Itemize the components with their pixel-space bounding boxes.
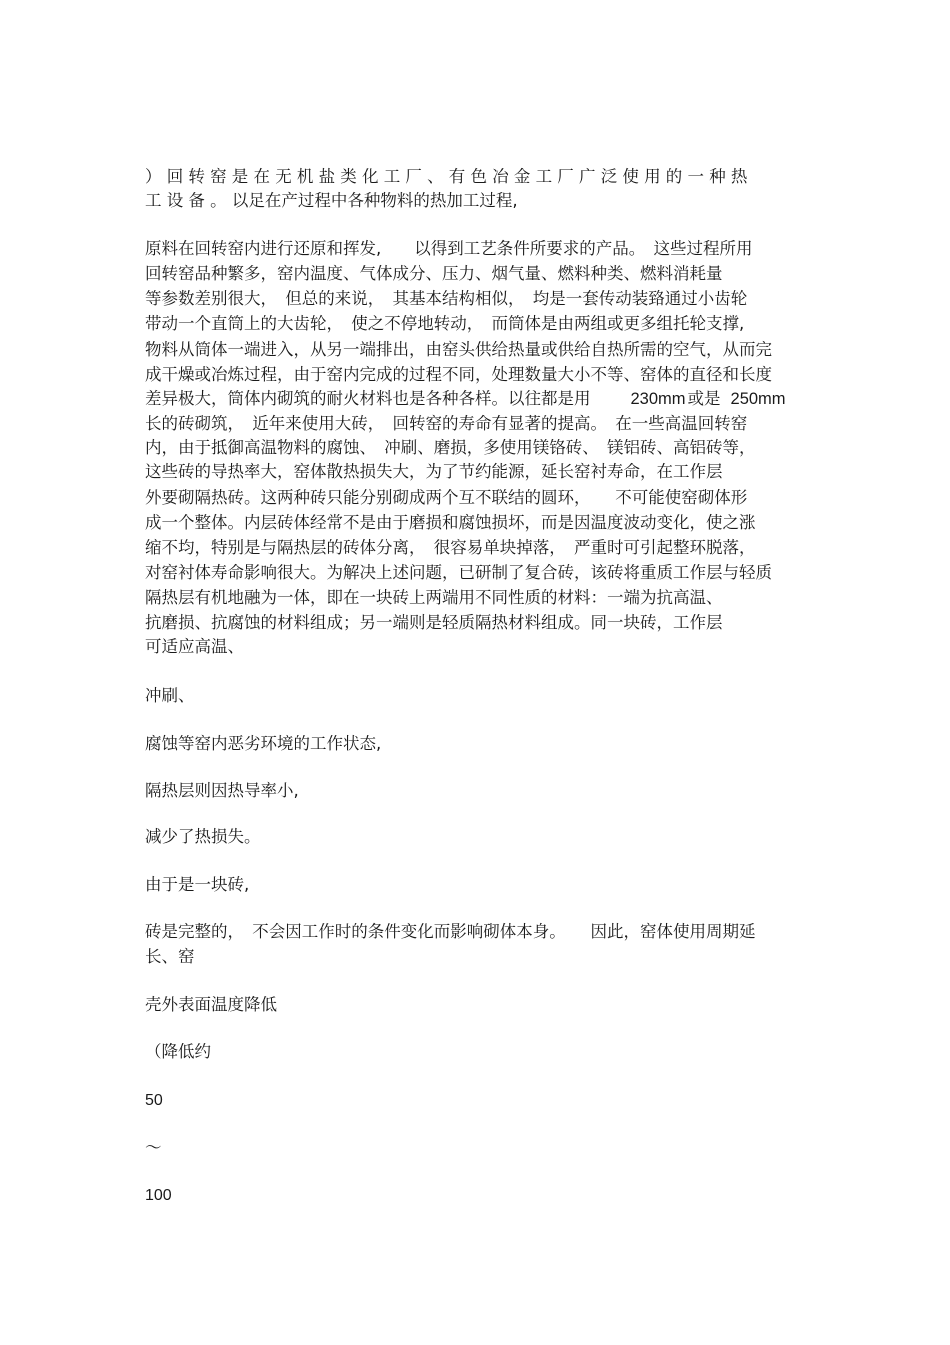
fragment-11: ～ bbox=[145, 1138, 162, 1157]
size-connector: 或是 bbox=[687, 389, 721, 408]
para-line-12: 成一个整体。内层砖体经常不是由于磨损和腐蚀损坏，而是因温度波动变化，使之涨 bbox=[145, 513, 756, 532]
para-line-5: 物料从筒体一端进入，从另一端排出，由窑头供给热量或供给自热所需的空气，从而完 bbox=[145, 340, 772, 359]
fragment-6: 砖是完整的， 不会因工作时的条件变化而影响砌体本身。 因此，窑体使用周期延 bbox=[145, 922, 756, 941]
para-line-2: 回转窑品种繁多，窑内温度、气体成分、压力、烟气量、燃料种类、燃料消耗量 bbox=[145, 264, 723, 283]
fragment-4: 减少了热损失。 bbox=[145, 827, 261, 846]
para-line-6: 成干燥或冶炼过程，由于窑内完成的过程不同，处理数量大小不等、窑体的直径和长度 bbox=[145, 365, 772, 384]
fragment-12: 100 bbox=[145, 1187, 172, 1204]
fragment-7: 长、窑 bbox=[145, 947, 195, 966]
para-line-3: 等参数差别很大， 但总的来说， 其基本结构相似， 均是一套传动装臵通过小齿轮 bbox=[145, 289, 748, 308]
size-250mm: 250mm bbox=[730, 390, 786, 408]
para-line-17: 可适应高温、 bbox=[145, 637, 244, 656]
para-line-8: 长的砖砌筑， 近年来使用大砖， 回转窑的寿命有显著的提高。 在一些高温回转窑 bbox=[145, 414, 748, 433]
fragment-3: 隔热层则因热导率小, bbox=[145, 781, 299, 800]
fragment-5: 由于是一块砖, bbox=[145, 875, 250, 894]
fragment-2: 腐蚀等窑内恶劣环境的工作状态, bbox=[145, 734, 382, 753]
doc-line-2 bbox=[145, 191, 518, 211]
para-line-13: 缩不均，特别是与隔热层的砖体分离， 很容易单块掉落， 严重时可引起整环脱落， bbox=[145, 538, 756, 557]
para-line-7-text: 差异极大，筒体内砌筑的耐火材料也是各种各样。以往都是用 bbox=[145, 389, 591, 408]
para-line-10: 这些砖的导热率大，窑体散热损失大，为了节约能源，延长窑衬寿命，在工作层 bbox=[145, 462, 723, 481]
doc-line-2b: 以足在产过程中各种物料的热加工过程, bbox=[231, 191, 518, 210]
para-line-7 bbox=[145, 389, 786, 409]
doc-line-2a: 工设备。 bbox=[145, 191, 232, 210]
para-line-15: 隔热层有机地融为一体，即在一块砖上两端用不同性质的材料：一端为抗高温、 bbox=[145, 588, 723, 607]
para-line-1: 原料在回转窑内进行还原和挥发, 以得到工艺条件所要求的产品。 这些过程所用 bbox=[145, 239, 753, 258]
fragment-8: 壳外表面温度降低 bbox=[145, 995, 277, 1014]
para-line-4: 带动一个直筒上的大齿轮， 使之不停地转动， 而筒体是由两组或更多组托轮支撑, bbox=[145, 314, 745, 333]
size-230mm: 230mm bbox=[630, 390, 686, 408]
fragment-1: 冲刷、 bbox=[145, 686, 195, 705]
fragment-9: （降低约 bbox=[145, 1042, 211, 1061]
para-line-14: 对窑衬体寿命影响很大。为解决上述问题，已研制了复合砖，该砖将重质工作层与轻质 bbox=[145, 563, 772, 582]
para-line-16: 抗磨损、抗腐蚀的材料组成；另一端则是轻质隔热材料组成。同一块砖，工作层 bbox=[145, 613, 723, 632]
fragment-10: 50 bbox=[145, 1092, 163, 1109]
para-line-9: 内，由于抵御高温物料的腐蚀、 冲刷、磨损，多使用镁铬砖、 镁铝砖、高铝砖等， bbox=[145, 438, 756, 457]
doc-line-1: ）回转窑是在无机盐类化工厂、有色冶金工厂广泛使用的一种热 bbox=[145, 167, 753, 186]
para-line-11: 外要砌隔热砖。这两种砖只能分别砌成两个互不联结的圆环， 不可能使窑砌体形 bbox=[145, 488, 748, 507]
